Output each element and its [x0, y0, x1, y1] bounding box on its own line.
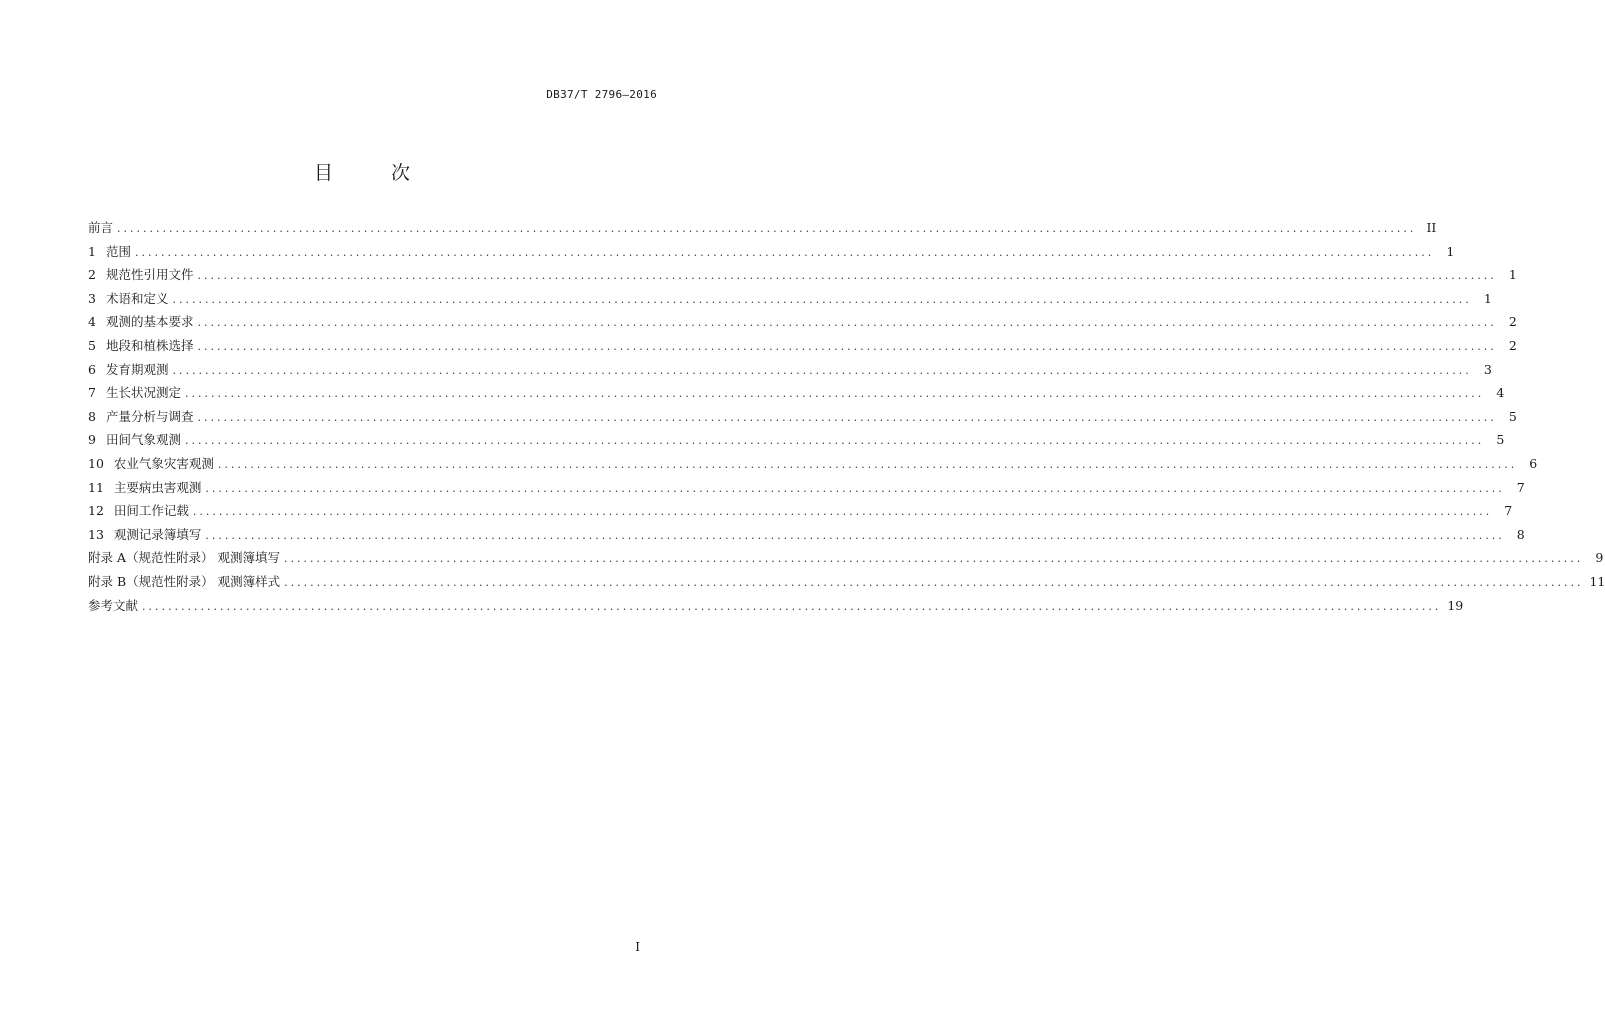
- toc-entry-number: 5: [88, 337, 96, 353]
- toc-entry[interactable]: [88, 523, 1525, 547]
- toc-dot-leader: ........................................................................................................................................................................................................: [205, 481, 1505, 495]
- toc-entry-page: 19: [1447, 597, 1464, 613]
- toc-dot-leader: ........................................................................................................................................................................................................: [197, 316, 1497, 330]
- toc-entry-page: 9: [1595, 550, 1604, 566]
- toc-entry-label: 生长状况测定: [105, 385, 181, 401]
- toc-entry-number: 1: [88, 243, 96, 259]
- toc-entry-label: 观测的基本要求: [105, 314, 194, 330]
- toc-entry-label: 发育期观测: [105, 361, 169, 377]
- toc-entry-number: 4: [88, 314, 96, 330]
- toc-entry-number: 6: [88, 361, 96, 377]
- toc-entry[interactable]: [88, 334, 1517, 358]
- toc-dot-leader: ........................................................................................................................................................................................................: [192, 505, 1493, 519]
- toc-dot-leader: ........................................................................................................................................................................................................: [283, 552, 1584, 566]
- toc-entry-number: 3: [88, 290, 96, 306]
- toc-entry-page: 7: [1516, 479, 1525, 495]
- toc-entry-page: 5: [1496, 432, 1505, 448]
- toc-entry-number: 9: [88, 432, 96, 448]
- toc-dot-leader: ........................................................................................................................................................................................................: [134, 245, 1435, 259]
- toc-entry-label: 田间工作记载: [113, 503, 189, 519]
- toc-entry-label: 地段和植株选择: [105, 337, 194, 353]
- toc-entry[interactable]: [88, 499, 1513, 523]
- toc-entry-page: 1: [1446, 243, 1455, 259]
- toc-entry-number: 11: [88, 479, 104, 495]
- toc-entry-page: 1: [1483, 290, 1492, 306]
- toc-entry-page: 8: [1516, 526, 1525, 542]
- toc-entry[interactable]: [88, 310, 1517, 334]
- toc-entry-page: 6: [1529, 455, 1538, 471]
- toc-entry-page: 11: [1589, 573, 1605, 589]
- toc-entry-number: 13: [88, 526, 104, 542]
- toc-entry-label: 观测记录簿填写: [113, 526, 202, 542]
- toc-dot-leader: ........................................................................................................................................................................................................: [172, 363, 1472, 377]
- toc-entry-label: 主要病虫害观测: [113, 479, 202, 495]
- toc-dot-leader: ........................................................................................................................................................................................................: [142, 599, 1442, 613]
- toc-entry-number: 10: [88, 455, 104, 471]
- toc-entry-label: 产量分析与调查: [105, 408, 194, 424]
- toc-dot-leader: ........................................................................................................................................................................................................: [172, 292, 1472, 306]
- toc-entry[interactable]: [88, 358, 1492, 382]
- toc-entry-label: 范围: [105, 243, 131, 259]
- page-title: 目 次: [313, 162, 437, 184]
- toc-entry-label: 参考文献: [88, 597, 139, 613]
- toc-entry-page: 3: [1483, 361, 1492, 377]
- toc-entry-page: 5: [1508, 408, 1517, 424]
- toc-dot-leader: ........................................................................................................................................................................................................: [197, 410, 1497, 424]
- toc-dot-leader: ........................................................................................................................................................................................................: [217, 457, 1518, 471]
- toc-entry-label: 术语和定义: [105, 290, 169, 306]
- toc-entry[interactable]: [88, 476, 1525, 500]
- toc-entry-number: 2: [88, 267, 96, 283]
- toc-dot-leader: ........................................................................................................................................................................................................: [184, 434, 1485, 448]
- toc-entry-label: 附录 A（规范性附录） 观测簿填写: [88, 550, 280, 566]
- toc-entry[interactable]: [88, 405, 1517, 429]
- toc-entry[interactable]: [88, 428, 1505, 452]
- toc-entry[interactable]: [88, 216, 1437, 240]
- toc-entry[interactable]: [88, 263, 1517, 287]
- toc-entry[interactable]: [88, 594, 1464, 618]
- toc-entry-page: 1: [1508, 267, 1517, 283]
- toc-dot-leader: ........................................................................................................................................................................................................: [117, 222, 1417, 235]
- standard-code: DB37/T 2796—2016: [546, 88, 657, 101]
- toc-entry[interactable]: [88, 570, 1605, 594]
- toc-entry-page: II: [1426, 220, 1437, 235]
- toc-entry-label: 田间气象观测: [105, 432, 181, 448]
- toc-dot-leader: ........................................................................................................................................................................................................: [205, 528, 1505, 542]
- toc-dot-leader: ........................................................................................................................................................................................................: [184, 387, 1485, 401]
- toc-entry-page: 7: [1504, 503, 1513, 519]
- toc-dot-leader: ........................................................................................................................................................................................................: [284, 575, 1584, 589]
- toc-dot-leader: ........................................................................................................................................................................................................: [197, 339, 1497, 353]
- toc-entry-label: 前言: [88, 220, 114, 235]
- toc-entry[interactable]: [88, 381, 1505, 405]
- toc-entry-label: 规范性引用文件: [105, 267, 194, 283]
- toc-entry-number: 7: [88, 385, 96, 401]
- toc-entry-page: 2: [1508, 337, 1517, 353]
- toc-entry[interactable]: [88, 452, 1538, 476]
- page-number: I: [635, 940, 640, 954]
- toc-entry-page: 2: [1508, 314, 1517, 330]
- toc-entry-number: 12: [88, 503, 104, 519]
- toc-dot-leader: ........................................................................................................................................................................................................: [197, 269, 1497, 283]
- toc-entry[interactable]: [88, 240, 1455, 264]
- toc-entry[interactable]: [88, 287, 1492, 311]
- toc-entry-label: 附录 B（规范性附录） 观测簿样式: [88, 573, 281, 589]
- toc-entry-page: 4: [1496, 385, 1505, 401]
- toc-entry-label: 农业气象灾害观测: [113, 455, 214, 471]
- toc-entry[interactable]: [88, 546, 1604, 570]
- toc-entry-number: 8: [88, 408, 96, 424]
- table-of-contents: [88, 216, 1605, 617]
